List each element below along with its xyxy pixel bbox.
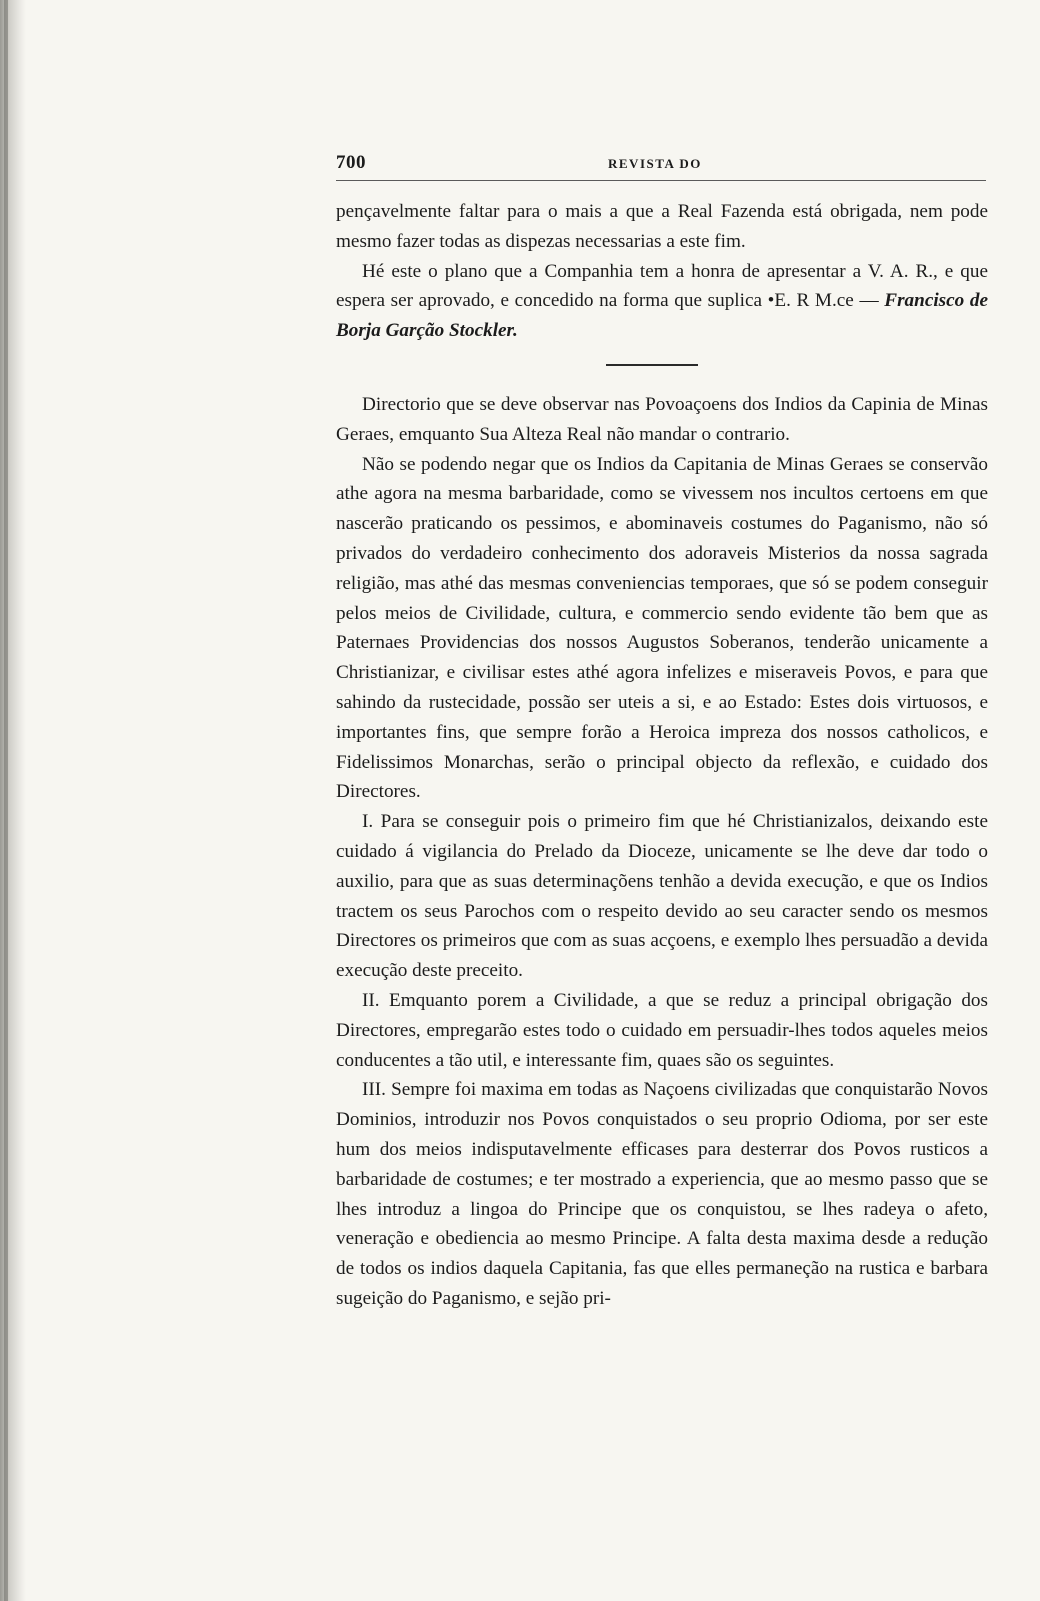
- running-title: REVISTA DO: [608, 156, 702, 171]
- paragraph-plan: [336, 257, 988, 346]
- paragraph-continuation: pençavelmente faltar para o mais a que a Real Fazenda está obrigada, nem pode mesmo fazer todas as dispezas necessarias a este fim.: [336, 201, 988, 252]
- paragraph-article-1: I. Para se conseguir pois o primeiro fim que hé Christianizalos, deixando este cuidado á vigilancia do Prelado da Dioceze, unicamente se lhe deve dar todo o auxilio, para que as suas determinaçõens tenhão a devida execução, e que os Indios tractem os seus Parochos com o respeito devido ao seu caracter sendo os mesmos Directores os primeiros que com as suas acçoens, e exemplo lhes persuadão a devida execução deste preceito.: [336, 811, 988, 982]
- header-rule: [336, 180, 986, 181]
- paragraph-preamble: Não se podendo negar que os Indios da Capitania de Minas Geraes se conservão athe agora na mesma barbaridade, como se vivessem nos incultos certoens em que nascerão praticando os pessimos, e abominaveis costumes do Paganismo, não só privados do verdadeiro conhecimento dos adoraveis Misterios da nossa sagrada religião, mas athé das mesmas conveniencias temporaes, que só se podem conseguir pelos meios de Civilidade, cultura, e commercio sendo evidente tão bem que as Paternaes Providencias dos nossos Augustos Soberanos, tenderão unicamente a Christianizar, e civilisar estes athé agora infelizes e miseraveis Povos, e para que sahindo da rustecidade, possão ser uteis a si, e ao Estado: Estes dois virtuosos, e importantes fins, que sempre forão a Heroica impreza dos nossos catholicos, e Fidelissimos Monarchas, serão o principal objecto da reflexão, e cuidado dos Directores.: [336, 453, 988, 803]
- author-signature: Francisco de Borja Garção Stockler.: [336, 290, 988, 342]
- running-head: [336, 148, 988, 178]
- page-content: [336, 148, 988, 1314]
- directory-title: Directorio que se deve observar nas Povoaçoens dos Indios da Capinia de Minas Geraes, emquanto Sua Alteza Real não mandar o contrario.: [336, 393, 988, 445]
- section-divider: [606, 364, 698, 366]
- page-binding-shadow: [4, 0, 8, 1601]
- plan-text: Hé este o plano que a Companhia tem a honra de apresentar a V. A. R., e que espera ser aprovado, e concedido na forma que suplica •E. R M.ce —: [336, 260, 988, 312]
- paragraph-article-3: III. Sempre foi maxima em todas as Naçoens civilizadas que conquistarão Novos Dominios, introduzir nos Povos conquistados o seu proprio Odioma, por ser este hum dos meios indisputavelmente efficases para desterrar dos Povos rusticos a barbaridade de costumes; e ter mostrado a experiencia, que ao mesmo passo que se lhes introduz a lingoa do Principe que os conquistou, se lhes radeya o afeto, veneração e obediencia ao mesmo Principe. A falta desta maxima desde a redução de todos os indios daquela Capitania, fas que elles permaneção na rustica e barbara sugeição do Paganismo, e sejão pri-: [336, 1079, 988, 1309]
- page-number: 700: [336, 152, 366, 173]
- paragraph-article-2: II. Emquanto porem a Civilidade, a que se reduz a principal obrigação dos Directores, empregarão estes todo o cuidado em persuadir-lhes todos aqueles meios conducentes a tão util, e interessante fim, quaes são os seguintes.: [336, 989, 988, 1071]
